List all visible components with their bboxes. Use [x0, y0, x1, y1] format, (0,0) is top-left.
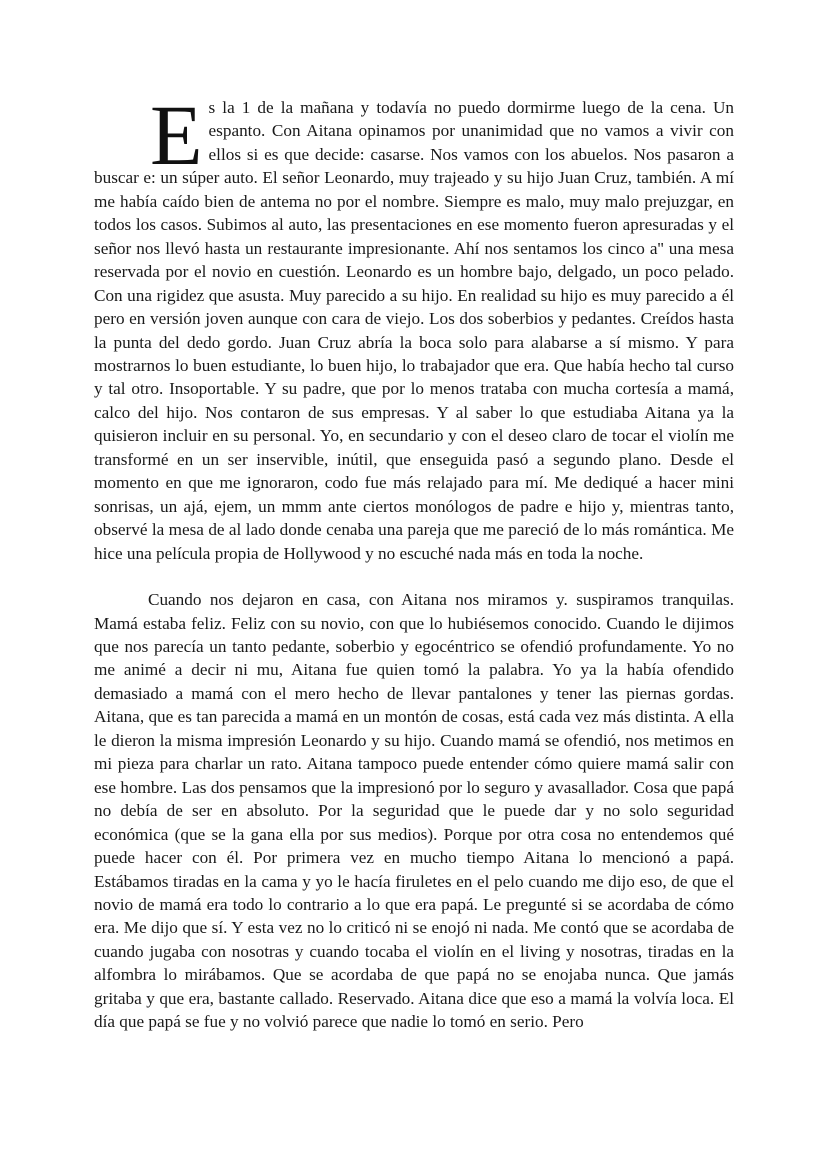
drop-cap: E	[150, 87, 203, 183]
paragraph-1-text: s la 1 de la mañana y todavía no puedo dormirme luego de la cena. Un espanto. Con Aitana opinamos por unanimidad que no vamos a vivir con ellos si es que decide: casarse. Nos vamos con los abuelos. Nos pasaron a buscar e: un súper auto. El señor Leonardo, muy trajeado y su hijo Juan Cruz, también. A mí me había caído bien de antema no por el nombre. Siempre es malo, muy malo prejuzgar, en todos los casos. Subimos al auto, las presentaciones en ese momento fueron apresuradas y el señor nos llevó hasta un restaurante impresionante. Ahí nos sentamos los cinco a'' una mesa reservada por el novio en cuestión. Leonardo es un hombre bajo, delgado, un poco pelado. Con una rigidez que asusta. Muy parecido a su hijo. En realidad su hijo es muy parecido a él pero en versión joven aunque con cara de viejo. Los dos soberbios y pedantes. Creídos hasta la punta del dedo gordo. Juan Cruz abría la boca solo para alabarse a sí mismo. Y para mostrarnos lo buen estudiante, lo buen hijo, lo trabajador que era. Que había hecho tal curso y tal otro. Insoportable. Y su padre, que por lo menos trataba con mucha cortesía a mamá, calco del hijo. Nos contaron de sus empresas. Y al saber lo que estudiaba Aitana ya la quisieron incluir en su personal. Yo, en secundario y con el deseo claro de tocar el violín me transformé en un ser inservible, inútil, que enseguida pasó a segundo plano. Desde el momento en que me ignoraron, codo fue más relajado para mí. Me dediqué a hacer mini sonrisas, un ajá, ejem, un mmm ante ciertos monólogos de padre e hijo y, mientras tanto, observé la mesa de al lado donde cenaba una pareja que me pareció de lo más romántica. Me hice una película propia de Hollywood y no escuché nada más en toda la noche.	[94, 98, 734, 563]
document-page	[94, 87, 734, 1034]
paragraph-2: Cuando nos dejaron en casa, con Aitana nos miramos y. suspiramos tranquilas. Mamá estaba feliz. Feliz con su novio, con que lo hubiésemos conocido. Cuando le dijimos que nos parecía un tanto pedante, soberbio y egocéntrico se ofendió profundamente. Yo no me animé a decir ni mu, Aitana fue quien tomó la palabra. Yo ya la había ofendido demasiado a mamá con el mero hecho de llevar pantalones y tener las piernas gordas. Aitana, que es tan parecida a mamá en un montón de cosas, está cada vez más distinta. A ella le dieron la misma impresión Leonardo y su hijo. Cuando mamá se ofendió, nos metimos en mi pieza para charlar un rato. Aitana tampoco puede entender cómo quiere mamá salir con ese hombre. Las dos pensamos que la impresionó por lo seguro y avasallador. Cosa que papá no debía de ser en absoluto. Por la seguridad que le puede dar y no solo seguridad económica (que se la gana ella por sus medios). Porque por otra cosa no entendemos qué puede hacer con él. Por primera vez en mucho tiempo Aitana lo mencionó a papá. Estábamos tiradas en la cama y yo le hacía firuletes en el pelo cuando me dijo eso, de que el novio de mamá era todo lo contrario a lo que era papá. Le pregunté si se acordaba de cómo era. Me dijo que sí. Y esta vez no lo criticó ni se enojó ni nada. Me contó que se acordaba de cuando jugaba con nosotras y cuando tocaba el violín en el living y nosotras, tiradas en la alfombra lo mirábamos. Que se acordaba de que papá no se enojaba nunca. Que jamás gritaba y que era, bastante callado. Reservado. Aitana dice que eso a mamá la volvía loca. El día que papá se fue y no volvió parece que nadie lo tomó en serio. Pero	[94, 590, 734, 1032]
paragraph-1	[94, 87, 734, 565]
